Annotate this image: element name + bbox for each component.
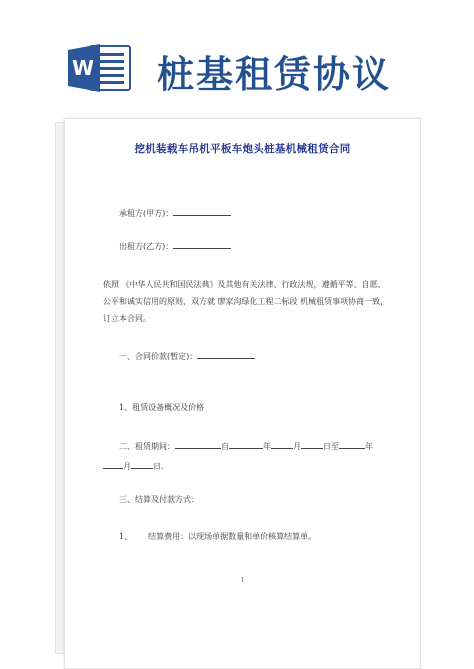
intro-line-3: 订立本合同。 [103,314,151,323]
end-month-label: 月 [123,462,131,471]
section-1-label: 一、合同价款(暂定)： [119,352,198,361]
end-year-label: 年 [365,442,373,451]
party-b-field[interactable] [173,239,231,249]
party-a-line [119,206,231,220]
section-2-label: 二、租赁期间： [119,442,175,451]
end-year-field-cont[interactable] [103,459,123,469]
end-day-label: 日. [153,462,164,471]
party-b-line [119,239,231,253]
section-2-line [119,439,373,453]
start-year-label: 年 [263,442,271,451]
svg-text:W: W [71,56,95,80]
period-start-field[interactable] [175,439,221,449]
settlement-item-text: 结算费用：以现场单据数量和单价核算结算单。 [148,532,317,541]
start-day-to-label: 日至 [323,442,339,451]
section-2-line-cont [103,459,164,473]
section-1-line [119,349,255,363]
intro-line-2: 公平和诚实信用的原则，双方就 廖家沟绿化工程二标段 机械租赁事项协商一致， [103,297,389,306]
price-field[interactable] [197,349,255,359]
section-3-label: 三、结算及付款方式： [119,495,199,504]
end-year-field[interactable] [339,439,365,449]
party-b-label: 出租方(乙方)： [119,242,174,251]
settlement-item [119,531,316,543]
party-a-label: 承租方(甲方)： [119,209,174,218]
end-day-field[interactable] [131,459,153,469]
start-day-field[interactable] [301,439,323,449]
start-month-label: 月 [293,442,301,451]
start-year-field[interactable] [229,439,263,449]
word-icon [68,42,132,94]
party-a-field[interactable] [173,206,231,216]
settlement-item-number: 1、 [119,532,133,541]
intro-line-1: 依照 《中华人民共和国民法典》及其他有关法律、行政法规，遵循平等、自愿、 [103,280,386,289]
item-1: 1、租赁设备概况及价格 [119,403,205,412]
header-banner [0,0,474,118]
start-month-field[interactable] [271,439,293,449]
banner-title: 桩基租赁协议 [157,53,391,96]
page-number: 1 [240,577,245,584]
document-title: 挖机装载车吊机平板车炮头桩基机械租赁合同 [134,143,351,155]
document-page [64,118,421,669]
period-from: 自 [221,442,229,451]
